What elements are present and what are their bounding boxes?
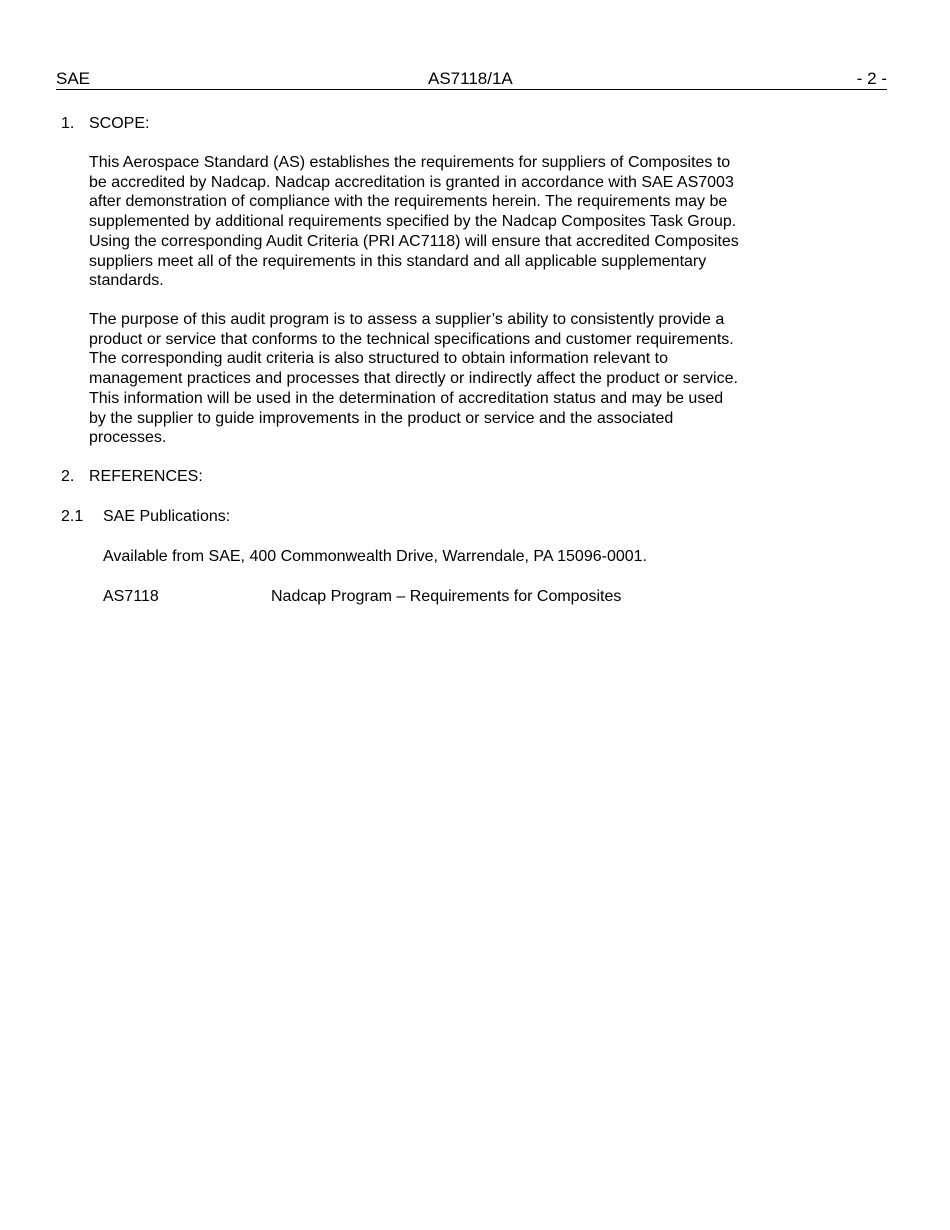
availability-note: Available from SAE, 400 Commonwealth Drive, Warrendale, PA 15096-0001. <box>103 548 647 565</box>
reference-title: Nadcap Program – Requirements for Composites <box>271 588 622 605</box>
text-line: standards. <box>89 272 164 290</box>
text-line: product or service that conforms to the technical specifications and customer requirements. <box>89 330 734 348</box>
header-page-number: - 2 - <box>856 69 887 88</box>
text-line: The corresponding audit criteria is also structured to obtain information relevant to <box>89 350 668 368</box>
text-line: management practices and processes that directly or indirectly affect the product or service. <box>89 370 738 388</box>
header-organization: SAE <box>56 69 91 88</box>
text-line: by the supplier to guide improvements in the product or service and the associated <box>89 409 674 427</box>
text-line: This Aerospace Standard (AS) establishes the requirements for suppliers of Composites to <box>89 154 731 171</box>
subsection-number: 2.1 <box>61 508 84 525</box>
section-title-scope: SCOPE: <box>89 115 150 132</box>
header-document-number: AS7118/1A <box>428 69 513 88</box>
text-line: suppliers meet all of the requirements in this standard and all applicable supplementary <box>89 252 707 270</box>
text-line: after demonstration of compliance with the requirements herein. The requirements may be <box>89 193 728 211</box>
section-number-references: 2. <box>61 468 75 485</box>
reference-code: AS7118 <box>103 588 159 605</box>
scope-paragraph-2 <box>89 310 789 448</box>
text-line: The purpose of this audit program is to assess a supplier’s ability to consistently provide a <box>89 311 725 328</box>
section-title-references: REFERENCES: <box>89 468 203 485</box>
text-line: Using the corresponding Audit Criteria (PRI AC7118) will ensure that accredited Composites <box>89 232 739 250</box>
subsection-title: SAE Publications: <box>103 508 231 525</box>
text-line: be accredited by Nadcap. Nadcap accreditation is granted in accordance with SAE AS7003 <box>89 173 734 191</box>
section-number-scope: 1. <box>61 115 75 132</box>
page-header <box>56 68 887 90</box>
text-line: This information will be used in the determination of accreditation status and may be used <box>89 389 724 407</box>
scope-paragraph-1 <box>89 153 789 291</box>
text-line: supplemented by additional requirements specified by the Nadcap Composites Task Group. <box>89 213 737 231</box>
text-line: processes. <box>89 429 167 447</box>
